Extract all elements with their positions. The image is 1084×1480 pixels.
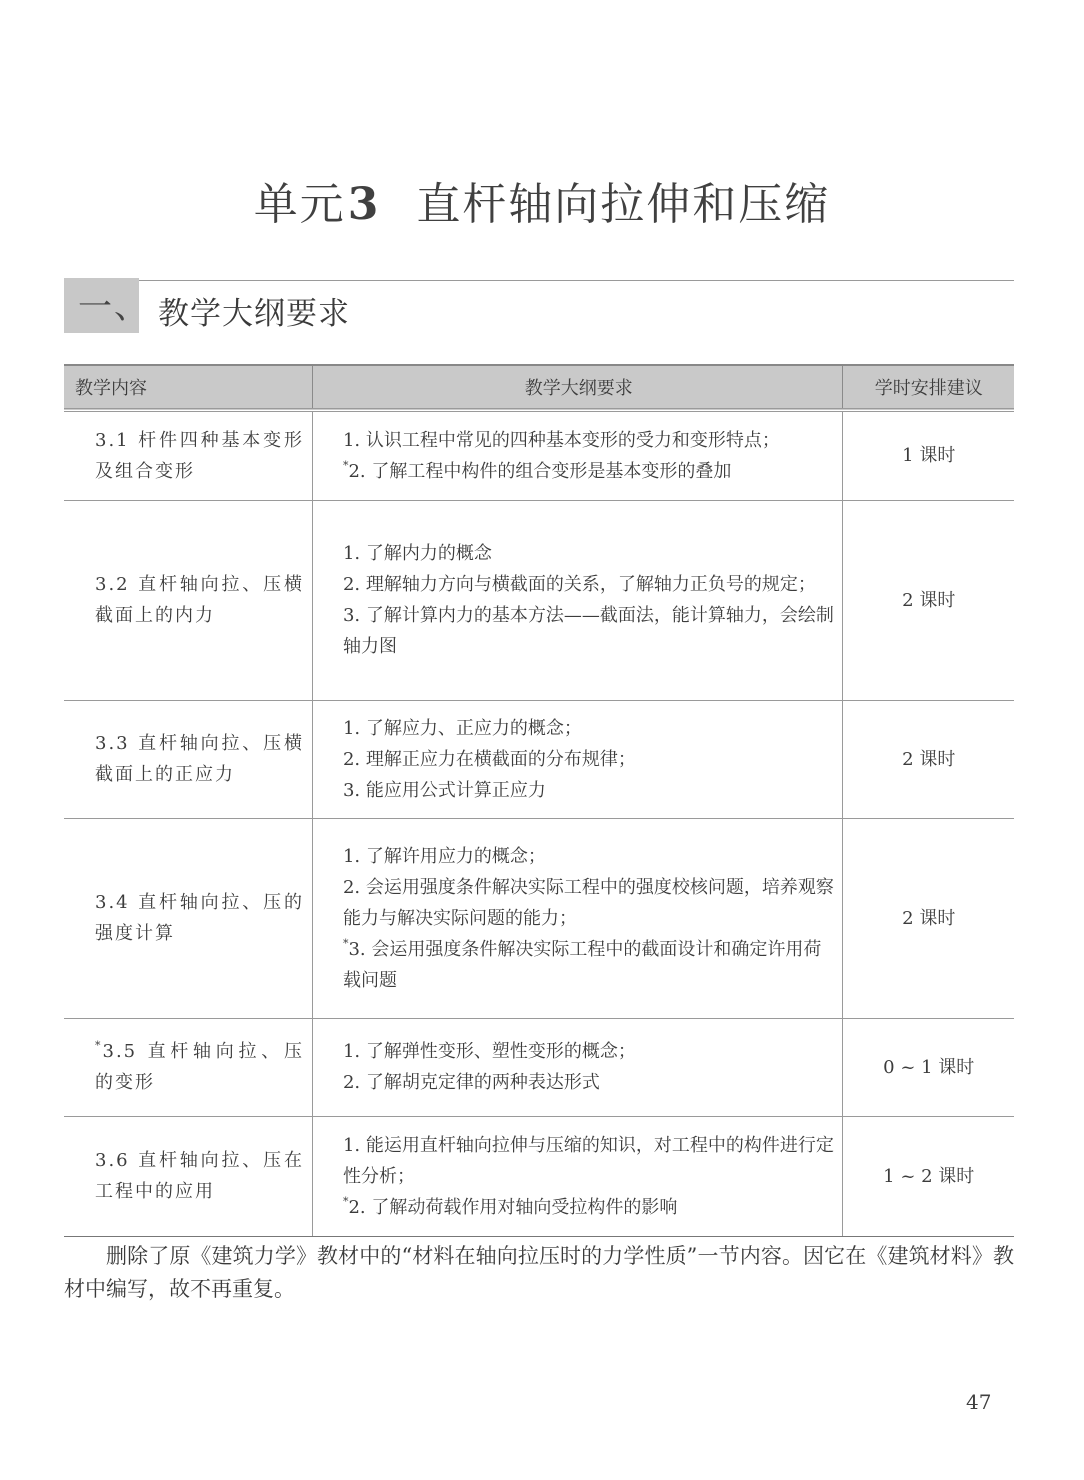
row-content bbox=[64, 700, 312, 818]
unit-prefix: 单元 bbox=[253, 179, 346, 230]
table-header-row bbox=[64, 365, 1014, 410]
header-requirements: 教学大纲要求 bbox=[312, 365, 843, 410]
requirement-item: 1. 认识工程中常见的四种基本变形的受力和变形特点； bbox=[342, 429, 780, 451]
row-requirements bbox=[312, 1116, 843, 1236]
table-row bbox=[64, 1116, 1014, 1236]
requirement-item: 1. 了解弹性变形、塑性变形的概念； bbox=[342, 1041, 636, 1062]
content-text: 3.4 直杆轴向拉、压的强度计算 bbox=[95, 892, 304, 944]
table-row bbox=[64, 700, 1014, 818]
row-content bbox=[64, 500, 312, 700]
requirement-item: 3. 能应用公式计算正应力 bbox=[342, 779, 546, 801]
row-content bbox=[64, 1116, 312, 1236]
content-text: 3.1 杆件四种基本变形及组合变形 bbox=[95, 429, 304, 482]
table-row bbox=[64, 818, 1014, 1018]
requirement-item: 2. 了解胡克定律的两种表达形式 bbox=[342, 1072, 600, 1093]
row-requirements bbox=[312, 700, 843, 818]
content-text: 3.6 直杆轴向拉、压在工程中的应用 bbox=[95, 1150, 304, 1202]
requirement-item: 1. 了解应力、正应力的概念； bbox=[342, 717, 582, 739]
table-row bbox=[64, 410, 1014, 500]
section-marker: 一、 bbox=[64, 278, 139, 333]
requirement-item: 1. 能运用直杆轴向拉伸与压缩的知识，对工程中的构件进行定性分析； bbox=[342, 1134, 834, 1187]
requirement-item: 2. 理解正应力在横截面的分布规律； bbox=[342, 748, 636, 770]
requirement-item: 2. 会运用强度条件解决实际工程中的强度校核问题，培养观察能力与解决实际问题的能力； bbox=[342, 876, 834, 929]
header-hours: 学时安排建议 bbox=[843, 365, 1014, 410]
row-hours: 2 课时 bbox=[843, 818, 1014, 1018]
row-hours: 2 课时 bbox=[843, 500, 1014, 700]
row-requirements bbox=[312, 818, 843, 1018]
row-content bbox=[64, 1018, 312, 1116]
row-requirements bbox=[312, 1018, 843, 1116]
requirement-item: 3. 了解计算内力的基本方法——截面法，能计算轴力，会绘制轴力图 bbox=[342, 605, 834, 657]
requirement-item: *2. 了解工程中构件的组合变形是基本变形的叠加 bbox=[342, 458, 732, 482]
requirement-item: 1. 了解许用应力的概念； bbox=[342, 845, 546, 867]
content-text: *3.5 直杆轴向拉、压的变形 bbox=[95, 1039, 304, 1093]
page-number: 47 bbox=[966, 1390, 992, 1414]
row-requirements bbox=[312, 410, 843, 500]
content-text: 3.2 直杆轴向拉、压横截面上的内力 bbox=[95, 574, 304, 626]
requirement-item: 2. 理解轴力方向与横截面的关系，了解轴力正负号的规定； bbox=[342, 574, 816, 595]
requirement-item: 1. 了解内力的概念 bbox=[342, 543, 492, 564]
row-hours: 1 课时 bbox=[843, 410, 1014, 500]
row-requirements bbox=[312, 500, 843, 700]
optional-star: * bbox=[95, 1039, 103, 1052]
table-row bbox=[64, 1018, 1014, 1116]
table-row bbox=[64, 500, 1014, 700]
row-content bbox=[64, 410, 312, 500]
note-paragraph: 删除了原《建筑力学》教材中的“材料在轴向拉压时的力学性质”一节内容。因它在《建筑材料》教材中编写，故不再重复。 bbox=[64, 1244, 1014, 1301]
unit-title bbox=[0, 168, 1084, 232]
requirement-item: *2. 了解动荷载作用对轴向受拉构件的影响 bbox=[342, 1194, 678, 1218]
section-title: 教学大纲要求 bbox=[158, 296, 350, 332]
unit-number: 3 bbox=[347, 179, 381, 230]
row-hours: 2 课时 bbox=[843, 700, 1014, 818]
header-content: 教学内容 bbox=[64, 365, 312, 410]
content-text: 3.3 直杆轴向拉、压横截面上的正应力 bbox=[95, 733, 304, 785]
requirement-item: *3. 会运用强度条件解决实际工程中的截面设计和确定许用荷载问题 bbox=[342, 936, 822, 991]
syllabus-table bbox=[64, 364, 1014, 1237]
row-hours: 1 ~ 2 课时 bbox=[843, 1116, 1014, 1236]
unit-title-text: 直杆轴向拉伸和压缩 bbox=[416, 179, 831, 230]
row-hours: 0 ~ 1 课时 bbox=[843, 1018, 1014, 1116]
section-divider bbox=[64, 280, 1014, 281]
row-content bbox=[64, 818, 312, 1018]
